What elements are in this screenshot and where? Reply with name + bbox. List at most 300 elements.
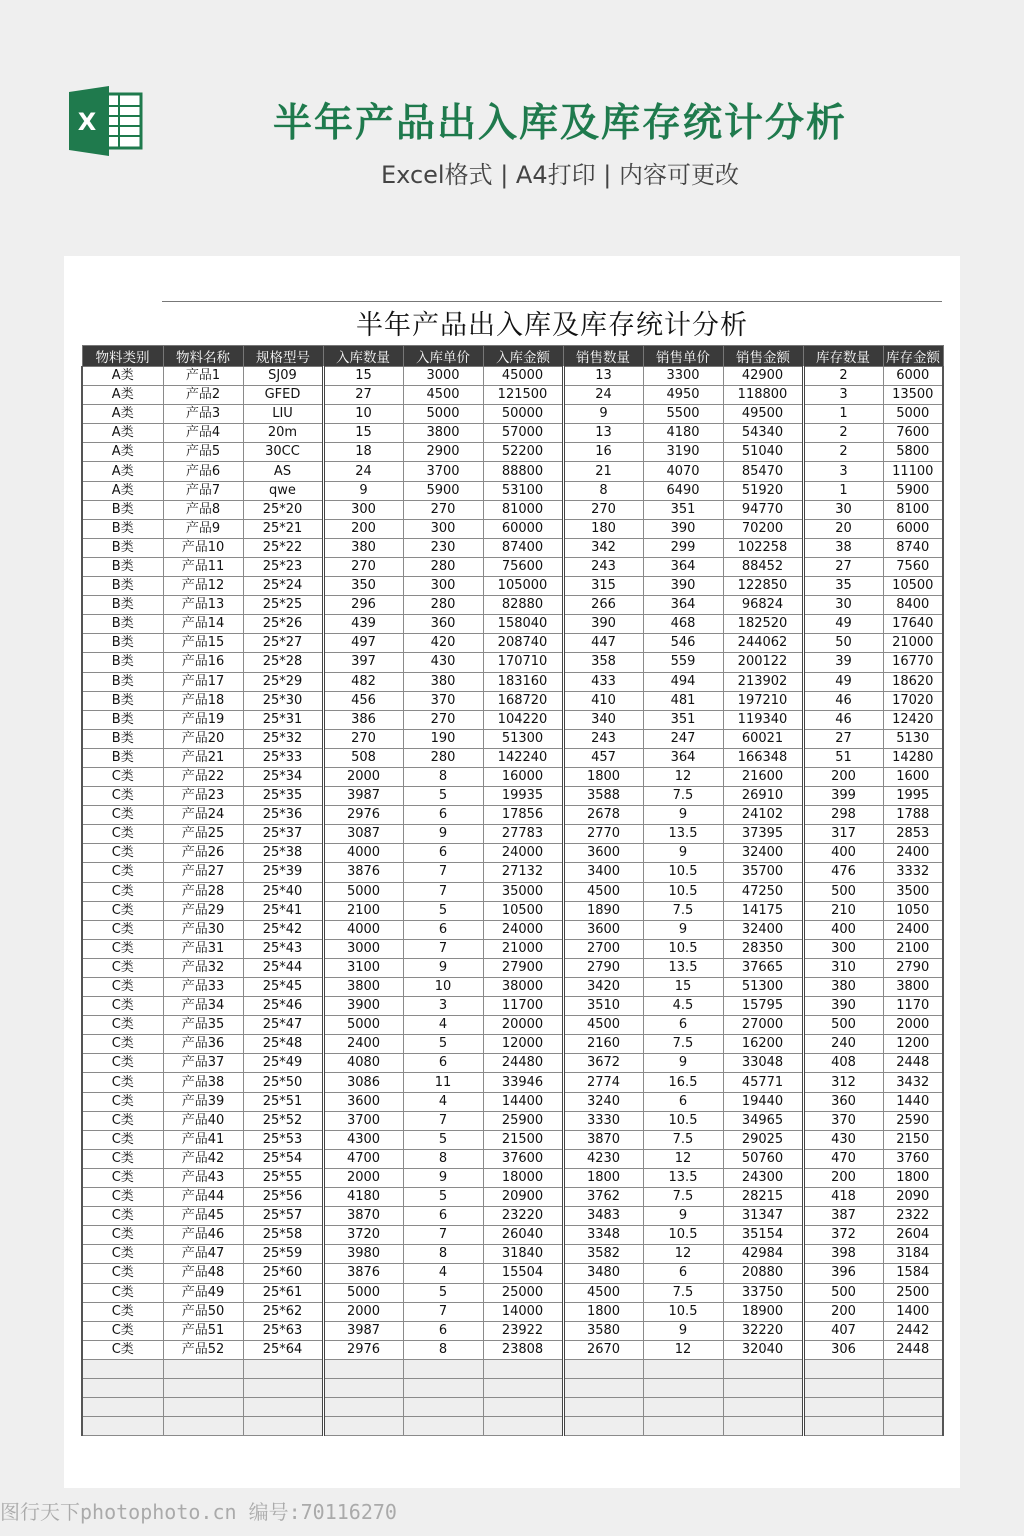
table-cell: 3588 xyxy=(563,787,643,806)
table-cell: 19935 xyxy=(483,787,563,806)
table-cell: 2090 xyxy=(883,1188,943,1207)
table-cell: 32220 xyxy=(723,1321,803,1340)
table-cell: 25*54 xyxy=(243,1149,323,1168)
table-cell: B类 xyxy=(82,729,163,748)
table-cell: 51300 xyxy=(483,729,563,748)
table-cell: 1788 xyxy=(883,806,943,825)
table-cell: 500 xyxy=(803,1283,883,1302)
table-cell: 6 xyxy=(403,1054,483,1073)
table-cell: 25*47 xyxy=(243,1016,323,1035)
table-cell: 9 xyxy=(643,920,723,939)
empty-cell xyxy=(883,1378,943,1397)
table-cell: 49 xyxy=(803,672,883,691)
table-cell: B类 xyxy=(82,710,163,729)
table-cell: 5 xyxy=(403,1130,483,1149)
table-cell: 1440 xyxy=(883,1092,943,1111)
table-row xyxy=(82,1092,943,1111)
table-cell: 25*35 xyxy=(243,787,323,806)
table-cell: 产品27 xyxy=(163,863,243,882)
table-row xyxy=(82,1245,943,1264)
table-cell: 315 xyxy=(563,577,643,596)
table-cell: C类 xyxy=(82,1130,163,1149)
table-cell: 9 xyxy=(563,405,643,424)
table-cell: 产品47 xyxy=(163,1245,243,1264)
table-cell: 32400 xyxy=(723,844,803,863)
table-cell: 3000 xyxy=(403,367,483,386)
table-cell: 350 xyxy=(323,577,403,596)
table-cell: 42900 xyxy=(723,367,803,386)
table-cell: C类 xyxy=(82,806,163,825)
table-row xyxy=(82,978,943,997)
table-cell: 4000 xyxy=(323,920,403,939)
table-cell: 3870 xyxy=(563,1130,643,1149)
table-cell: C类 xyxy=(82,978,163,997)
table-cell: 21000 xyxy=(483,939,563,958)
table-cell: 121500 xyxy=(483,386,563,405)
table-row xyxy=(82,500,943,519)
table-cell: C类 xyxy=(82,1302,163,1321)
table-row xyxy=(82,1168,943,1187)
table-cell: 42984 xyxy=(723,1245,803,1264)
table-cell: 2670 xyxy=(563,1340,643,1359)
table-cell: 产品23 xyxy=(163,787,243,806)
table-cell: 6 xyxy=(643,1264,723,1283)
table-cell: 210 xyxy=(803,901,883,920)
table-cell: C类 xyxy=(82,767,163,786)
table-cell: 340 xyxy=(563,710,643,729)
table-cell: 1800 xyxy=(563,767,643,786)
table-cell: 390 xyxy=(563,615,643,634)
table-cell: 398 xyxy=(803,1245,883,1264)
table-cell: 85470 xyxy=(723,462,803,481)
empty-cell xyxy=(483,1359,563,1378)
table-cell: 372 xyxy=(803,1226,883,1245)
table-cell: C类 xyxy=(82,1016,163,1035)
table-cell: 25*36 xyxy=(243,806,323,825)
table-cell: 9 xyxy=(323,481,403,500)
table-cell: 2770 xyxy=(563,825,643,844)
table-cell: 11100 xyxy=(883,462,943,481)
table-cell: 4700 xyxy=(323,1149,403,1168)
table-cell: 25*32 xyxy=(243,729,323,748)
table-row xyxy=(82,596,943,615)
table-cell: 产品48 xyxy=(163,1264,243,1283)
table-row xyxy=(82,1321,943,1340)
table-cell: 产品43 xyxy=(163,1168,243,1187)
table-cell: 3760 xyxy=(883,1149,943,1168)
table-cell: 439 xyxy=(323,615,403,634)
table-cell: 25*57 xyxy=(243,1207,323,1226)
table-cell: 14175 xyxy=(723,901,803,920)
empty-cell xyxy=(323,1378,403,1397)
table-cell: 2790 xyxy=(563,958,643,977)
table-cell: 5000 xyxy=(403,405,483,424)
table-cell: 500 xyxy=(803,882,883,901)
table-cell: 15795 xyxy=(723,997,803,1016)
table-cell: 559 xyxy=(643,653,723,672)
table-cell: 9 xyxy=(643,1207,723,1226)
table-cell: 270 xyxy=(323,729,403,748)
table-cell: B类 xyxy=(82,519,163,538)
table-cell: C类 xyxy=(82,1073,163,1092)
table-cell: 12 xyxy=(643,767,723,786)
table-cell: A类 xyxy=(82,481,163,500)
table-cell: 104220 xyxy=(483,710,563,729)
table-cell: 产品37 xyxy=(163,1054,243,1073)
table-cell: 12 xyxy=(643,1149,723,1168)
table-cell: 5900 xyxy=(403,481,483,500)
table-cell: 190 xyxy=(403,729,483,748)
table-cell: 产品16 xyxy=(163,653,243,672)
table-cell: 243 xyxy=(563,557,643,576)
table-row xyxy=(82,424,943,443)
table-cell: 3580 xyxy=(563,1321,643,1340)
table-cell: 75600 xyxy=(483,557,563,576)
table-cell: 3420 xyxy=(563,978,643,997)
table-cell: 82880 xyxy=(483,596,563,615)
table-cell: 247 xyxy=(643,729,723,748)
table-cell: 产品22 xyxy=(163,767,243,786)
table-row xyxy=(82,787,943,806)
table-cell: 10500 xyxy=(483,901,563,920)
empty-cell xyxy=(323,1359,403,1378)
empty-cell xyxy=(243,1417,323,1436)
table-cell: 386 xyxy=(323,710,403,729)
table-cell: 118800 xyxy=(723,386,803,405)
table-cell: 3400 xyxy=(563,863,643,882)
table-cell: 产品5 xyxy=(163,443,243,462)
table-cell: 5000 xyxy=(323,882,403,901)
table-cell: 7.5 xyxy=(643,1035,723,1054)
table-cell: qwe xyxy=(243,481,323,500)
table-cell: 2400 xyxy=(323,1035,403,1054)
table-cell: 351 xyxy=(643,710,723,729)
table-cell: 15 xyxy=(643,978,723,997)
table-cell: 2160 xyxy=(563,1035,643,1054)
page-title: 半年产品出入库及库存统计分析 xyxy=(272,101,847,146)
table-cell: 102258 xyxy=(723,538,803,557)
table-cell: 产品15 xyxy=(163,634,243,653)
table-cell: 20000 xyxy=(483,1016,563,1035)
empty-cell xyxy=(883,1359,943,1378)
table-cell: 470 xyxy=(803,1149,883,1168)
table-row xyxy=(82,1054,943,1073)
table-cell: B类 xyxy=(82,596,163,615)
table-row xyxy=(82,691,943,710)
table-cell: 25*21 xyxy=(243,519,323,538)
table-cell: 182520 xyxy=(723,615,803,634)
table-cell: 10 xyxy=(323,405,403,424)
table-cell: 25*26 xyxy=(243,615,323,634)
table-cell: 500 xyxy=(803,1016,883,1035)
table-cell: 4.5 xyxy=(643,997,723,1016)
table-cell: B类 xyxy=(82,557,163,576)
table-row xyxy=(82,405,943,424)
empty-cell xyxy=(643,1378,723,1397)
table-cell: 14400 xyxy=(483,1092,563,1111)
table-cell: 产品3 xyxy=(163,405,243,424)
table-row xyxy=(82,748,943,767)
table-cell: 产品45 xyxy=(163,1207,243,1226)
table-cell: 9 xyxy=(403,825,483,844)
table-cell: 39 xyxy=(803,653,883,672)
table-cell: 299 xyxy=(643,538,723,557)
empty-cell xyxy=(883,1398,943,1417)
table-cell: C类 xyxy=(82,1340,163,1359)
empty-cell xyxy=(163,1417,243,1436)
table-cell: 270 xyxy=(403,710,483,729)
table-cell: 54340 xyxy=(723,424,803,443)
table-cell: 14280 xyxy=(883,748,943,767)
empty-cell xyxy=(323,1398,403,1417)
table-cell: 7 xyxy=(403,863,483,882)
table-cell: 32040 xyxy=(723,1340,803,1359)
table-cell: 2900 xyxy=(403,443,483,462)
table-cell: 6 xyxy=(403,1321,483,1340)
watermark-text: 图行天下photophoto.cn 编号:70116270 xyxy=(0,1500,397,1524)
table-cell: 380 xyxy=(323,538,403,557)
table-cell: 243 xyxy=(563,729,643,748)
table-cell: C类 xyxy=(82,825,163,844)
table-cell: 142240 xyxy=(483,748,563,767)
table-cell: 9 xyxy=(643,844,723,863)
table-cell: 46 xyxy=(803,710,883,729)
table-cell: 420 xyxy=(403,634,483,653)
table-cell: 3087 xyxy=(323,825,403,844)
table-cell: 3800 xyxy=(403,424,483,443)
table-cell: 25*24 xyxy=(243,577,323,596)
empty-cell xyxy=(723,1378,803,1397)
table-cell: 52200 xyxy=(483,443,563,462)
table-cell: 6 xyxy=(643,1092,723,1111)
empty-cell xyxy=(483,1378,563,1397)
table-cell: 240 xyxy=(803,1035,883,1054)
table-cell: 45000 xyxy=(483,367,563,386)
table-row xyxy=(82,825,943,844)
table-row xyxy=(82,863,943,882)
table-cell: 产品30 xyxy=(163,920,243,939)
table-cell: 17640 xyxy=(883,615,943,634)
table-cell: 200 xyxy=(323,519,403,538)
table-cell: 270 xyxy=(403,500,483,519)
table-row xyxy=(82,367,943,386)
table-cell: 产品41 xyxy=(163,1130,243,1149)
table-cell: 4500 xyxy=(563,882,643,901)
table-cell: A类 xyxy=(82,462,163,481)
table-cell: 35154 xyxy=(723,1226,803,1245)
table-cell: 390 xyxy=(803,997,883,1016)
table-cell: 96824 xyxy=(723,596,803,615)
table-cell: C类 xyxy=(82,1245,163,1264)
table-cell: 产品44 xyxy=(163,1188,243,1207)
table-cell: 2150 xyxy=(883,1130,943,1149)
table-cell: 200 xyxy=(803,1168,883,1187)
table-cell: 23220 xyxy=(483,1207,563,1226)
table-cell: 360 xyxy=(403,615,483,634)
table-row xyxy=(82,1111,943,1130)
table-cell: 13.5 xyxy=(643,958,723,977)
table-cell: 1600 xyxy=(883,767,943,786)
table-cell: 306 xyxy=(803,1340,883,1359)
table-cell: 产品10 xyxy=(163,538,243,557)
table-cell: 16 xyxy=(563,443,643,462)
table-cell: 产品42 xyxy=(163,1149,243,1168)
table-cell: 168720 xyxy=(483,691,563,710)
table-cell: 4230 xyxy=(563,1149,643,1168)
table-cell: 产品49 xyxy=(163,1283,243,1302)
table-cell: 7.5 xyxy=(643,1130,723,1149)
table-header-row xyxy=(82,346,943,367)
table-cell: 158040 xyxy=(483,615,563,634)
table-cell: 25*34 xyxy=(243,767,323,786)
table-cell: 364 xyxy=(643,748,723,767)
table-cell: 25*22 xyxy=(243,538,323,557)
table-cell: 24480 xyxy=(483,1054,563,1073)
table-cell: 396 xyxy=(803,1264,883,1283)
table-cell: 产品46 xyxy=(163,1226,243,1245)
table-cell: 468 xyxy=(643,615,723,634)
table-cell: 3762 xyxy=(563,1188,643,1207)
table-cell: 33048 xyxy=(723,1054,803,1073)
table-cell: 3086 xyxy=(323,1073,403,1092)
column-header: 库存数量 xyxy=(803,346,883,367)
table-cell: 2590 xyxy=(883,1111,943,1130)
table-cell: B类 xyxy=(82,538,163,557)
table-cell: 30 xyxy=(803,596,883,615)
table-cell: 4070 xyxy=(643,462,723,481)
table-cell: 产品19 xyxy=(163,710,243,729)
table-cell: 494 xyxy=(643,672,723,691)
table-cell: 94770 xyxy=(723,500,803,519)
table-row xyxy=(82,538,943,557)
table-cell: 23808 xyxy=(483,1340,563,1359)
table-cell: 24 xyxy=(323,462,403,481)
column-header: 入库数量 xyxy=(323,346,403,367)
table-cell: 482 xyxy=(323,672,403,691)
table-cell: 2853 xyxy=(883,825,943,844)
inventory-table xyxy=(81,345,944,1436)
table-cell: 208740 xyxy=(483,634,563,653)
table-cell: 23922 xyxy=(483,1321,563,1340)
table-cell: 38 xyxy=(803,538,883,557)
table-cell: 87400 xyxy=(483,538,563,557)
table-cell: 6 xyxy=(643,1016,723,1035)
table-cell: 3600 xyxy=(323,1092,403,1111)
table-cell: 270 xyxy=(323,557,403,576)
table-cell: B类 xyxy=(82,672,163,691)
table-cell: 25*61 xyxy=(243,1283,323,1302)
empty-cell xyxy=(163,1378,243,1397)
table-cell: C类 xyxy=(82,1035,163,1054)
table-cell: 2500 xyxy=(883,1283,943,1302)
table-cell: 25*23 xyxy=(243,557,323,576)
table-cell: 25*60 xyxy=(243,1264,323,1283)
column-header: 销售单价 xyxy=(643,346,723,367)
table-cell: 25*25 xyxy=(243,596,323,615)
table-cell: 476 xyxy=(803,863,883,882)
table-cell: 1170 xyxy=(883,997,943,1016)
column-header: 规格型号 xyxy=(243,346,323,367)
table-cell: 4300 xyxy=(323,1130,403,1149)
table-row xyxy=(82,577,943,596)
table-cell: 9 xyxy=(643,806,723,825)
table-cell: 7 xyxy=(403,1111,483,1130)
table-cell: 8 xyxy=(403,1340,483,1359)
table-cell: 5 xyxy=(403,1035,483,1054)
table-cell: 3582 xyxy=(563,1245,643,1264)
table-cell: C类 xyxy=(82,901,163,920)
table-cell: 7.5 xyxy=(643,787,723,806)
table-cell: 13 xyxy=(563,367,643,386)
table-cell: 360 xyxy=(803,1092,883,1111)
table-cell: 19440 xyxy=(723,1092,803,1111)
table-cell: 4180 xyxy=(643,424,723,443)
table-cell: 2400 xyxy=(883,920,943,939)
table-cell: A类 xyxy=(82,405,163,424)
empty-cell xyxy=(163,1359,243,1378)
table-row xyxy=(82,481,943,500)
table-cell: 2 xyxy=(803,367,883,386)
table-cell: 4950 xyxy=(643,386,723,405)
table-cell: 60000 xyxy=(483,519,563,538)
table-cell: 35700 xyxy=(723,863,803,882)
table-cell: 33750 xyxy=(723,1283,803,1302)
table-cell: 5800 xyxy=(883,443,943,462)
table-cell: 4500 xyxy=(563,1016,643,1035)
table-row xyxy=(82,519,943,538)
table-cell: 产品39 xyxy=(163,1092,243,1111)
table-cell: 6 xyxy=(403,920,483,939)
table-cell: 88800 xyxy=(483,462,563,481)
table-cell: 8 xyxy=(563,481,643,500)
empty-cell xyxy=(403,1398,483,1417)
table-row xyxy=(82,557,943,576)
table-cell: 1 xyxy=(803,481,883,500)
table-cell: 25*20 xyxy=(243,500,323,519)
table-cell: 364 xyxy=(643,557,723,576)
table-cell: 430 xyxy=(803,1130,883,1149)
table-cell: 4 xyxy=(403,1016,483,1035)
table-cell: C类 xyxy=(82,1283,163,1302)
empty-cell xyxy=(82,1378,163,1397)
table-cell: 15 xyxy=(323,424,403,443)
table-cell: 产品6 xyxy=(163,462,243,481)
table-cell: 13500 xyxy=(883,386,943,405)
table-cell: 35 xyxy=(803,577,883,596)
table-cell: 产品14 xyxy=(163,615,243,634)
table-cell: 18000 xyxy=(483,1168,563,1187)
table-cell: 31840 xyxy=(483,1245,563,1264)
table-cell: 370 xyxy=(403,691,483,710)
table-cell: 6 xyxy=(403,806,483,825)
table-cell: 122850 xyxy=(723,577,803,596)
table-cell: 12420 xyxy=(883,710,943,729)
table-cell: 2604 xyxy=(883,1226,943,1245)
table-cell: 300 xyxy=(403,519,483,538)
sheet-title: 半年产品出入库及库存统计分析 xyxy=(162,301,942,346)
empty-cell xyxy=(82,1417,163,1436)
table-cell: 2678 xyxy=(563,806,643,825)
table-cell: 2000 xyxy=(323,1168,403,1187)
table-cell: 产品24 xyxy=(163,806,243,825)
table-cell: C类 xyxy=(82,1264,163,1283)
table-cell: 10.5 xyxy=(643,1226,723,1245)
table-cell: 25*48 xyxy=(243,1035,323,1054)
table-cell: 298 xyxy=(803,806,883,825)
table-cell: 81000 xyxy=(483,500,563,519)
table-cell: 4180 xyxy=(323,1188,403,1207)
table-cell: 7600 xyxy=(883,424,943,443)
